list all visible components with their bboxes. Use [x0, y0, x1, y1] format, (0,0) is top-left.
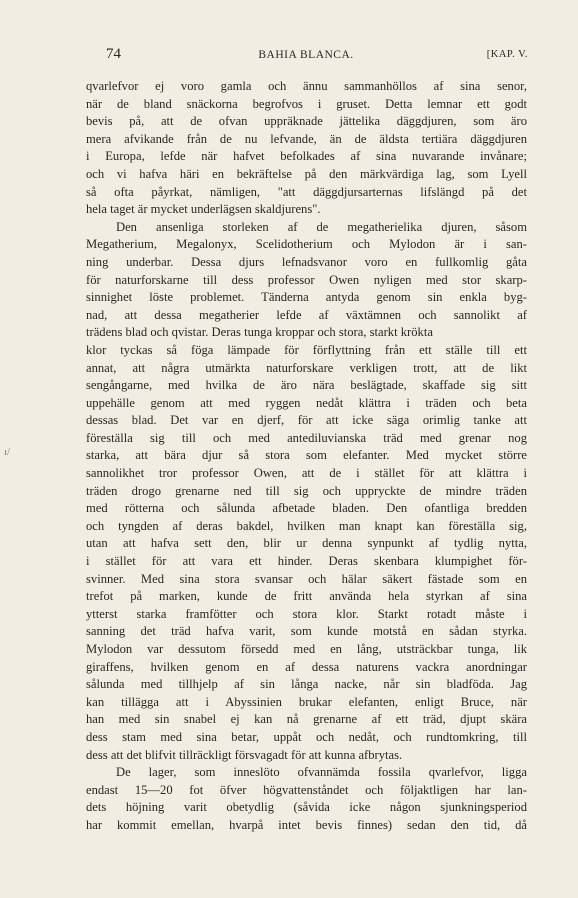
text-line: uppehälle genom att med ryggen nedåt klättra i träden och beta: [86, 395, 527, 410]
text-line: ytterst starka framfötter och stora klor. Starkt rotadt måste i: [86, 606, 527, 621]
text-line: i stället för att vara ett hinder. Deras skenbara klumpighet för-: [86, 554, 527, 569]
running-header: [86, 46, 526, 66]
text-line: i Europa, lefde när hafvet befolkades af sina nuvarande invånare;: [86, 149, 527, 164]
text-line: träden drogo grenarne ned till sig och uppryckte de mindre träden: [86, 483, 527, 498]
text-line: starka, att bära djur så stora som elefanter. Med mycket större: [86, 448, 527, 463]
text-line: mera afvikande från de nu lefvande, än de äldsta tertiära däggdjuren: [86, 131, 527, 146]
text-line: qvarlefvor ej voro gamla och ännu sammanhöllos af sina senor,: [86, 79, 527, 93]
text-line: föreställa sig till och med antediluvianska träd med grenar nog: [86, 430, 527, 445]
text-line: hela taget är mycket underlägsen skaldjurens".: [86, 202, 321, 217]
margin-mark: ı/: [4, 446, 11, 458]
text-line: dessas blad. Det var en djerf, för att icke säga orimlig tanke att: [86, 413, 527, 428]
chapter-label: [KAP. V.: [486, 49, 528, 60]
text-line: med rötterna och sålunda afbetade bladen. Den ofantliga bredden: [86, 501, 527, 516]
text-line: endast 15—20 fot öfver högvattenståndet och följaktligen har lan-: [86, 782, 527, 797]
text-line: Den ansenliga storleken af de megatherielika djuren, såsom: [116, 219, 527, 234]
text-line: trädens blad och qvistar. Deras tunga kroppar och stora, starkt krökta: [86, 325, 433, 340]
text-line: ning underbar. Dessa djurs lefnadsvanor voro en fullkomlig gåta: [86, 254, 527, 269]
text-line: Megatherium, Megalonyx, Scelidotherium och Mylodon är i san-: [86, 237, 527, 252]
text-line: han med sin snabel ej kan nå grenarne af ett träd, djupt skära: [86, 712, 527, 727]
page-number: 74: [106, 46, 121, 62]
text-line: har kommit emellan, hvarpå intet bevis finnes) sedan den tid, då: [86, 817, 527, 832]
text-line: dess stam med sina betar, uppåt och nedåt, och rundtomkring, till: [86, 729, 527, 744]
text-line: kan tillägga att i Abyssinien brukar elefanten, enligt Bruce, när: [86, 694, 527, 709]
text-line: så ofta påyrkat, nämligen, "att däggdjursarternas lifslängd på det: [86, 184, 527, 199]
text-line: sålunda med tillhjelp af sin långa nacke, når sin bladföda. Jag: [86, 677, 527, 692]
text-line: nad, att dessa megatherier lefde af växtämnen och sannolikt af: [86, 307, 527, 322]
text-line: De lager, som inneslöto ofvannämda fossila qvarlefvor, ligga: [116, 765, 527, 780]
text-line: när de bland snäckorna begrofvos i gruset. Detta lemnar ett godt: [86, 96, 527, 111]
text-line: sanning det träd hafva varit, som kunde motstå en sådan styrka.: [86, 624, 527, 639]
text-line: för naturforskarne till dess professor Owen nyligen med stor skarp-: [86, 272, 527, 287]
text-line: trefot på marken, kunde de fritt använda hela styrkan af sina: [86, 589, 527, 604]
text-line: och vi hafva häri en bekräftelse på den märkvärdiga lag, som Lyell: [86, 166, 527, 181]
text-line: sengångarne, med hvilka de äro nära beslägtade, skaffade sig sitt: [86, 378, 527, 393]
body-text: [86, 78, 527, 835]
text-line: dess att det blifvit tillräckligt försvagadt för att kunna afbrytas.: [86, 747, 403, 762]
text-line: och tyngden af deras bakdel, hvilken man knapt kan föreställa sig,: [86, 518, 527, 533]
text-line: annat, att några utmärkta naturforskare verkligen trott, att de likt: [86, 360, 527, 375]
text-line: svinner. Med sina stora svansar och hälar säkert fästade som en: [86, 571, 527, 586]
text-line: Mylodon var dessutom försedd med en lång, utsträckbar tunga, lik: [86, 642, 527, 656]
text-line: sannolikhet tror professor Owen, att de i stället för att klättra i: [86, 466, 527, 481]
text-line: bevis på, att de ofvan uppräknade jättelika däggdjuren, som äro: [86, 114, 527, 129]
text-line: klor tyckas så föga lämpade för förflyttning från ett ställe till ett: [86, 342, 527, 357]
text-line: utan att hafva sett den, blir ur denna synpunkt af tydlig nytta,: [86, 536, 527, 551]
text-line: giraffens, hvilken genom en af dessa naturens vackra anordningar: [86, 659, 527, 674]
text-line: dets höjning varit obetydlig (såvida icke någon sjunkningsperiod: [86, 800, 527, 815]
running-title: BAHIA BLANCA.: [258, 49, 354, 61]
text-line: sinnighet löste problemet. Tänderna antyda genom sin enkla byg-: [86, 290, 527, 305]
